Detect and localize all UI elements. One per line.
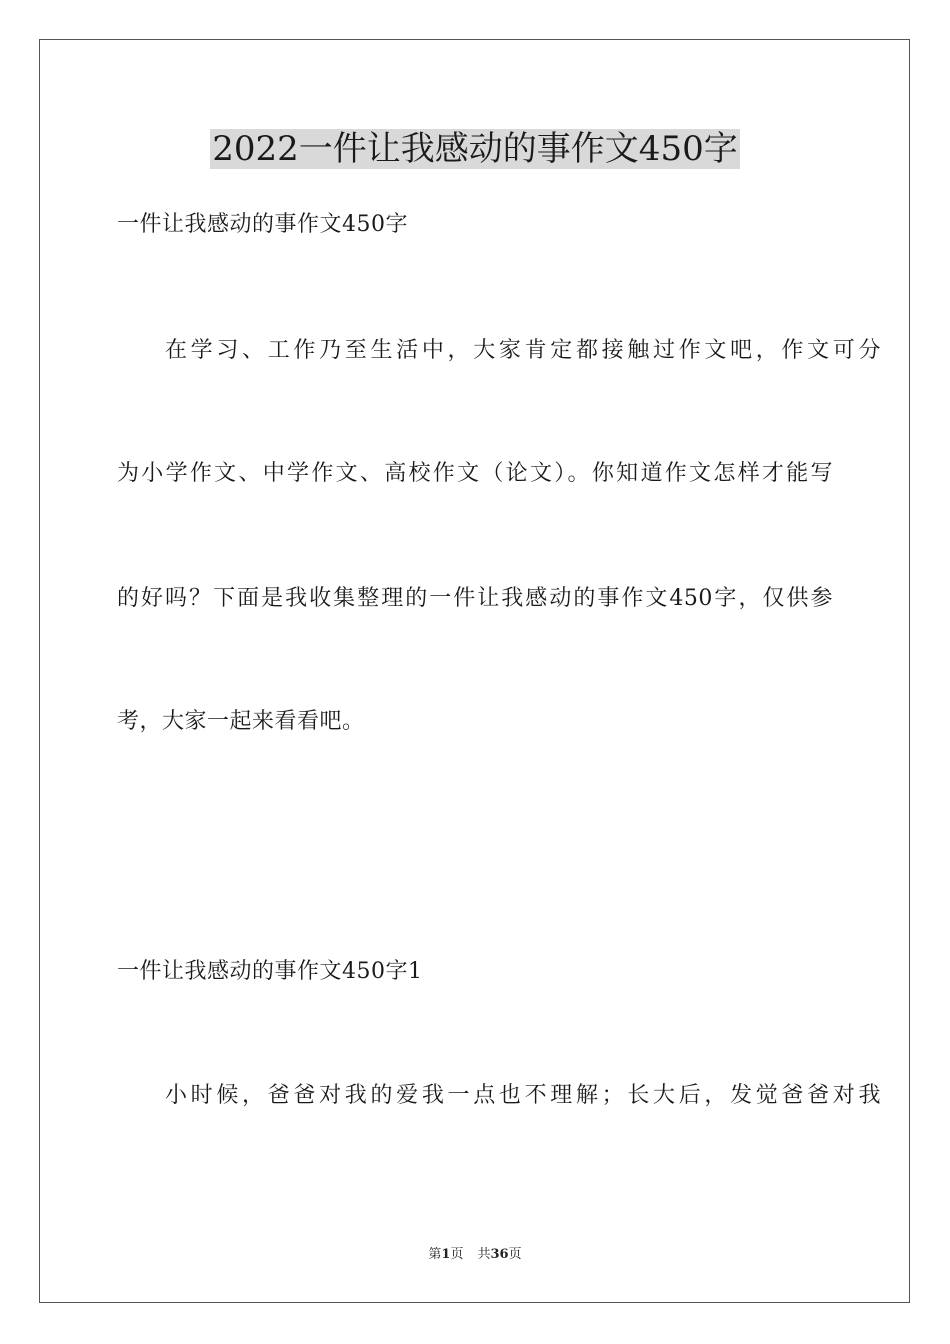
intro-line-3: 的好吗？下面是我收集整理的一件让我感动的事作文450字，仅供参 [117,586,833,611]
footer-page-suffix: 页 [450,1247,464,1262]
document-title-text: 2022一件让我感动的事作文450字 [212,129,738,169]
intro-line-2: 为小学作文、中学作文、高校作文（论文）。你知道作文怎样才能写 [117,461,833,486]
footer-total-suffix: 页 [508,1247,522,1262]
footer-page-prefix: 第 [428,1247,442,1262]
section-heading: 一件让我感动的事作文450字1 [117,959,423,984]
intro-line-1: 在学习、工作乃至生活中，大家肯定都接触过作文吧，作文可分 [165,338,881,363]
document-subtitle: 一件让我感动的事作文450字 [117,212,408,237]
intro-line-4: 考，大家一起来看看吧。 [117,709,365,734]
page-footer [0,1246,950,1264]
footer-total-pages: 36 [490,1247,509,1262]
footer-total-prefix: 共 [477,1247,491,1262]
document-title [0,127,950,171]
section-line-1: 小时候，爸爸对我的爱我一点也不理解；长大后，发觉爸爸对我 [165,1083,881,1108]
footer-page-number: 1 [441,1247,451,1262]
